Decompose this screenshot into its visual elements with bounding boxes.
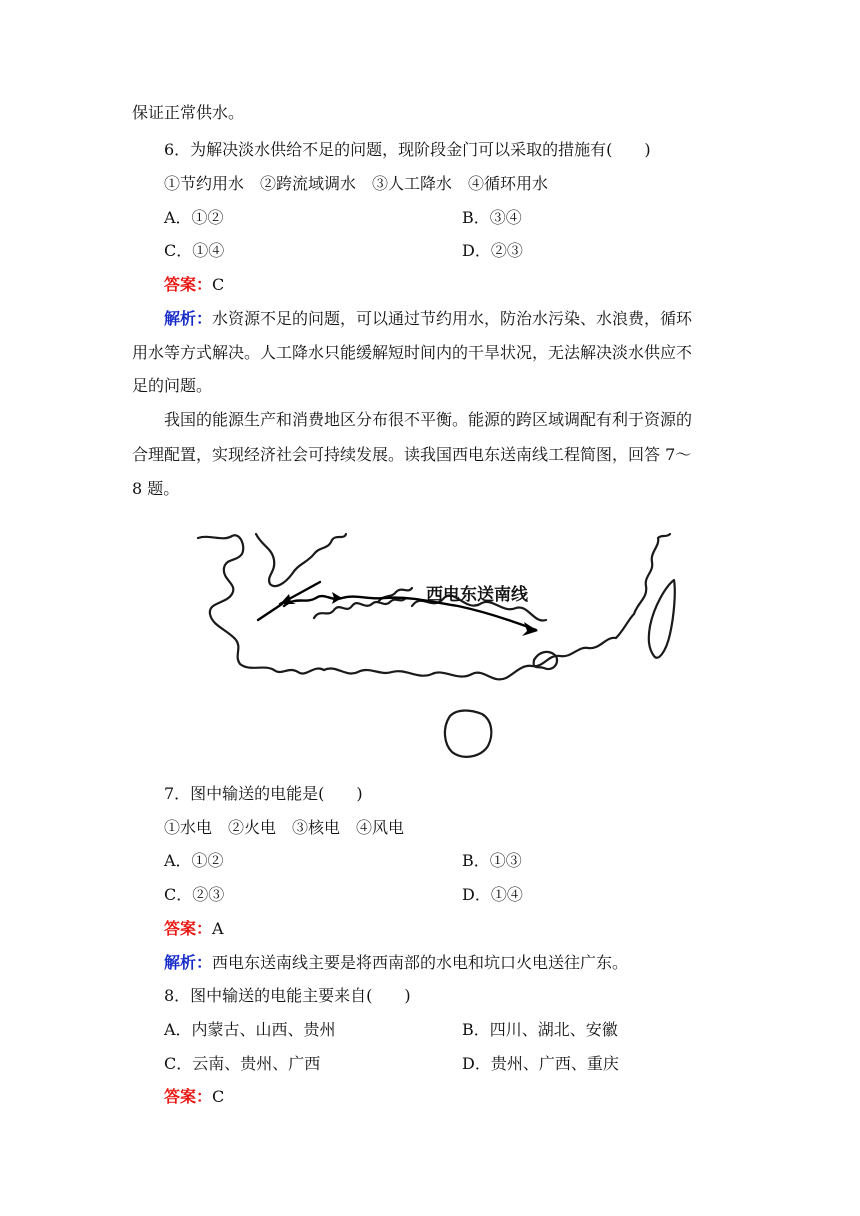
q6-stem: 6．为解决淡水供给不足的问题，现阶段金门可以采取的措施有( ) xyxy=(164,140,651,159)
answer-value: A xyxy=(212,919,224,938)
q8-option-b: B．四川、湖北、安徽 xyxy=(462,1020,618,1039)
q7-option-a: A．①② xyxy=(164,851,224,870)
map-figure xyxy=(196,532,676,764)
answer-label: 答案： xyxy=(164,1087,213,1106)
q7-items: ①水电 ②火电 ③核电 ④风电 xyxy=(164,818,405,837)
q7-analysis xyxy=(164,952,764,974)
q6-option-c: C．①④ xyxy=(164,241,225,260)
map-inner-river-1 xyxy=(314,598,406,618)
answer-value: C xyxy=(212,275,225,294)
q6-analysis-line3: 足的问题。 xyxy=(132,376,213,395)
q7-option-d: D．①④ xyxy=(462,885,523,904)
q7-stem: 7．图中输送的电能是( ) xyxy=(164,784,363,803)
map-route-label: 西电东送南线 xyxy=(426,585,528,604)
answer-label: 答案： xyxy=(164,919,213,938)
answer-value: C xyxy=(212,1087,225,1106)
map-outline-north xyxy=(256,534,346,586)
q6-items: ①节约用水 ②跨流域调水 ③人工降水 ④循环用水 xyxy=(164,174,549,193)
intro-tail: 保证正常供水。 xyxy=(132,103,245,122)
analysis-label: 解析： xyxy=(164,953,213,972)
q8-option-a: A．内蒙古、山西、贵州 xyxy=(164,1020,336,1039)
map-coastline-south xyxy=(324,534,670,679)
q7-option-c: C．②③ xyxy=(164,885,225,904)
q8-option-d: D．贵州、广西、重庆 xyxy=(462,1054,619,1073)
passage-line3: 8 题。 xyxy=(132,479,180,498)
q7-option-b: B．①③ xyxy=(462,851,522,870)
q8-answer xyxy=(164,1086,764,1108)
q6-option-b: B．③④ xyxy=(462,208,522,227)
analysis-label: 解析： xyxy=(164,309,213,328)
map-outline-west xyxy=(198,535,324,673)
passage-line2: 合理配置，实现经济社会可持续发展。读我国西电东送南线工程简图，回答 7～ xyxy=(132,445,692,464)
map-island-taiwan xyxy=(649,580,675,658)
answer-label: 答案： xyxy=(164,275,213,294)
q6-answer xyxy=(164,274,764,296)
q6-option-a: A．①② xyxy=(164,208,224,227)
q6-option-d: D．②③ xyxy=(462,241,523,260)
route-branch-lower xyxy=(258,604,282,620)
q8-stem: 8．图中输送的电能主要来自( ) xyxy=(164,986,411,1005)
q6-analysis-line2: 用水等方式解决。人工降水只能缓解短时间内的干旱状况，无法解决淡水供应不 xyxy=(132,343,693,362)
q6-analysis-line1 xyxy=(164,308,764,330)
analysis-text: 西电东送南线主要是将西南部的水电和坑口火电送往广东。 xyxy=(212,953,629,972)
map-island-hainan xyxy=(445,711,491,757)
analysis-text: 水资源不足的问题，可以通过节约用水，防治水污染、水浪费，循环 xyxy=(212,309,693,328)
passage-line1: 我国的能源生产和消费地区分布很不平衡。能源的跨区域调配有利于资源的 xyxy=(164,410,693,429)
q7-answer xyxy=(164,918,764,940)
q8-option-c: C．云南、贵州、广西 xyxy=(164,1054,321,1073)
